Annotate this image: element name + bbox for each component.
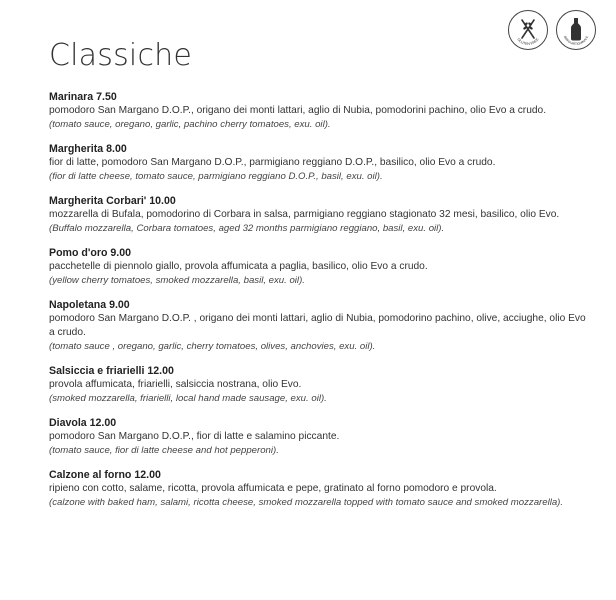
item-price: 12.00 (147, 365, 174, 377)
menu-item-margherita-corbari (49, 194, 589, 236)
item-name: Pomo d'oro (49, 247, 108, 259)
item-description: pomodoro San Margano D.O.P., origano dei monti lattari, aglio di Nubia, pomodorini pachino, olio Evo a crudo. (49, 105, 547, 116)
menu-item-calzone-al-forno (49, 468, 589, 510)
item-translation: (calzone with baked ham, salami, ricotta cheese, smoked mozzarella topped with tomato sauce and smoked mozzarella). (49, 497, 564, 508)
item-name: Margherita Corbari' (49, 195, 147, 207)
item-price: 9.00 (109, 299, 130, 311)
item-price: 12.00 (134, 469, 161, 481)
bottle-icon (556, 10, 596, 50)
item-price: 8.00 (106, 143, 127, 155)
item-price: 12.00 (89, 417, 117, 429)
menu-item-diavola (49, 416, 589, 458)
menu-item-pomo-doro (49, 246, 589, 288)
menu-item-marinara (49, 90, 589, 132)
item-name: Margherita (49, 143, 104, 155)
item-translation: (tomato sauce, fior di latte cheese and hot pepperoni). (49, 445, 279, 456)
item-description: ripieno con cotto, salame, ricotta, provola affumicata e pepe, gratinato al forno pomodoro e provola. (49, 483, 497, 494)
section-title: Classiche (49, 38, 193, 73)
item-description: pomodoro San Margano D.O.P. , origano dei monti lattari, aglio di Nubia, pomodorino pachino, olive, acciughe, olio Evo a crudo. (49, 313, 586, 338)
item-translation: (yellow cherry tomatoes, smoked mozzarella, basil, exu. oil). (49, 275, 305, 286)
item-name: Calzone al forno (49, 469, 132, 481)
badge-group (508, 10, 596, 50)
svg-text:GLUTEN FREE (516, 37, 540, 46)
item-description: fior di latte, pomodoro San Margano D.O.P., parmigiano reggiano D.O.P., basilico, olio Evo a crudo. (49, 157, 496, 168)
item-heading (49, 364, 589, 378)
item-price: 7.50 (96, 91, 117, 103)
item-heading (49, 416, 589, 430)
item-heading (49, 90, 589, 104)
menu-item-napoletana (49, 298, 589, 354)
item-heading (49, 194, 589, 208)
menu-item-margherita (49, 142, 589, 184)
item-translation: (Buffalo mozzarella, Corbara tomatoes, aged 32 months parmigiano reggiano, basil, exu. oil). (49, 223, 445, 234)
item-description: mozzarella di Bufala, pomodorino di Corbara in salsa, parmigiano reggiano stagionato 32 mesi, basilico, olio Evo. (49, 209, 560, 220)
gluten-free-badge-label: GLUTEN FREE (516, 37, 540, 47)
item-name: Marinara (49, 91, 94, 103)
gluten-free-badge (508, 10, 548, 50)
item-description: provola affumicata, friarielli, salsiccia nostrana, olio Evo. (49, 379, 302, 390)
item-name: Salsiccia e friarielli (49, 365, 145, 377)
item-price: 9.00 (110, 247, 132, 259)
item-translation: (fior di latte cheese, tomato sauce, parmigiano reggiano D.O.P., basil, exu. oil). (49, 171, 383, 182)
item-name: Diavola (49, 417, 87, 429)
item-description: pacchetelle di piennolo giallo, provola affumicata a paglia, basilico, olio Evo a crudo. (49, 261, 428, 272)
item-heading (49, 468, 589, 482)
item-heading (49, 298, 589, 312)
item-translation: (smoked mozzarella, friarielli, local hand made sausage, exu. oil). (49, 393, 327, 404)
no-gluten-icon (508, 10, 548, 50)
item-heading (49, 246, 589, 260)
item-translation: (tomato sauce , oregano, garlic, cherry tomatoes, olives, anchovies, exu. oil). (49, 341, 376, 352)
item-description: pomodoro San Margano D.O.P., fior di latte e salamino piccante. (49, 431, 340, 442)
item-name: Napoletana (49, 299, 107, 311)
item-translation: (tomato sauce, oregano, garlic, pachino cherry tomatoes, exu. oil). (49, 119, 331, 130)
craft-beer-badge-label: BIRRA ARTIGIANALE (562, 35, 590, 47)
menu-item-salsiccia-e-friarielli (49, 364, 589, 406)
menu-list (49, 90, 589, 520)
item-price: 10.00 (149, 195, 176, 207)
craft-beer-badge (556, 10, 596, 50)
item-heading (49, 142, 589, 156)
